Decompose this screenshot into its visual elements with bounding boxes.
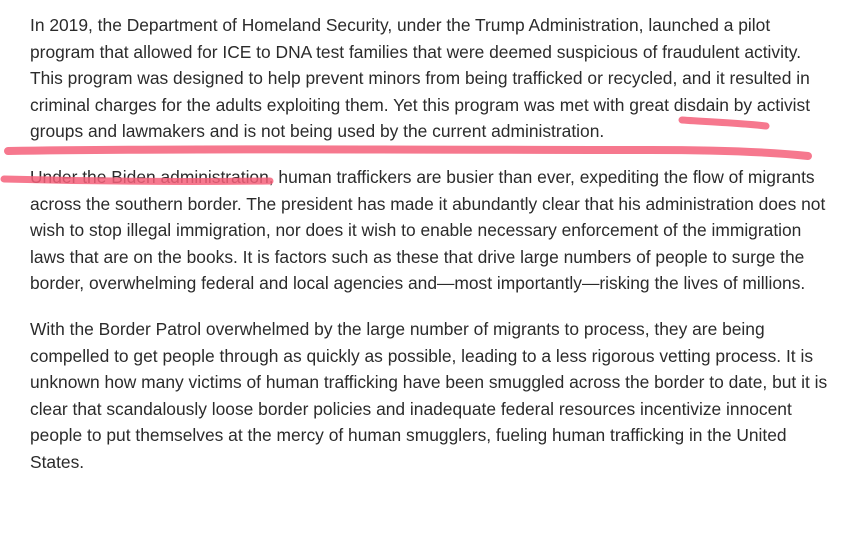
paragraph-biden-administration: Under the Biden administration, human traffickers are busier than ever, expediting the flow of migrants across the southern border. The president has made it abundantly clear that his administration does not wish to stop illegal immigration, nor does it wish to enable necessary enforcement of the immigration laws that are on the books. It is factors such as these that drive large numbers of people to surge the border, overwhelming federal and local agencies and—most importantly—risking the lives of millions. — [30, 166, 826, 294]
paragraph-border-patrol: With the Border Patrol overwhelmed by the large number of migrants to process, they are being compelled to get people through as quickly as possible, leading to a less rigorous vetting process. It is unknown how many victims of human trafficking have been smuggled across the border to date, but it is clear that scandalously loose border policies and inadequate federal resources incentivize innocent people to put themselves at the mercy of human smugglers, fueling human trafficking in the United States. — [30, 318, 828, 472]
paragraph-dna-testing-program: In 2019, the Department of Homeland Security, under the Trump Administration, launched a pilot program that allowed for ICE to DNA test families that were deemed suspicious of fraudulent activity. This program was designed to help prevent minors from being trafficked or recycled, and it resulted in criminal charges for the adults exploiting them. Yet this program was met with great disdain by activist groups and lawmakers and is not being used by the current administration. — [30, 15, 811, 142]
article-body — [30, 12, 830, 495]
